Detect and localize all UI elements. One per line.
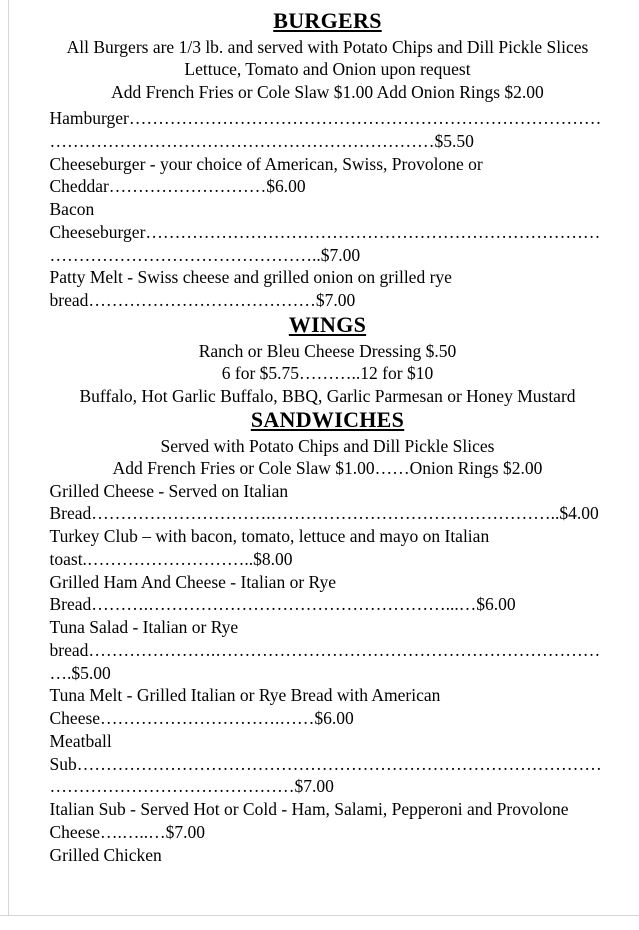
menu-item-italian-sub: Italian Sub - Served Hot or Cold - Ham, Salami, Pepperoni and Provolone Cheese….…..…$7.00	[49, 799, 569, 842]
menu-item-meatball-sub: Meatball Sub……………………………………………………………………………………………………………………$7.00	[49, 730, 602, 797]
burgers-intro-line-3: Add French Fries or Cole Slaw $1.00 Add Onion Rings $2.00	[111, 81, 544, 102]
wings-intro-line-1: Ranch or Bleu Cheese Dressing $.50	[198, 340, 457, 361]
wings-intro-line-3: Buffalo, Hot Garlic Buffalo, BBQ, Garlic Parmesan or Honey Mustard	[79, 385, 576, 406]
sandwiches-intro-line-1: Served with Potato Chips and Dill Pickle Slices	[160, 435, 495, 456]
menu-item-grilled-ham-and-cheese: Grilled Ham And Cheese - Italian or Rye Bread……….……………………………………………...…$6.00	[49, 571, 516, 615]
page-bottom-rule	[0, 915, 639, 930]
menu-item-tuna-melt: Tuna Melt - Grilled Italian or Rye Bread with American Cheese………………………….……$6.00	[49, 685, 441, 729]
menu-item-grilled-chicken: Grilled Chicken	[49, 844, 162, 865]
menu-item-bacon-cheeseburger: Bacon Cheeseburger……………………………………………………………………………………………………………..$7.00	[49, 199, 601, 265]
burgers-intro-line-2: Lettuce, Tomato and Onion upon request	[184, 59, 471, 80]
menu-item-turkey-club: Turkey Club – with bacon, tomato, lettuce and mayo on Italian toast.………………………..$8.00	[49, 526, 490, 569]
menu-item-grilled-cheese: Grilled Cheese - Served on Italian Bread………………………….…………………………………………..$4.00	[49, 480, 599, 524]
wings-intro-line-2: 6 for $5.75………..12 for $10	[221, 363, 434, 384]
section-title-wings: WINGS	[288, 311, 367, 337]
section-title-burgers: BURGERS	[273, 8, 382, 33]
menu-item-hamburger: Hamburger…………………………………………………………………………………………………………………………………$5.50	[49, 108, 602, 151]
menu-item-tuna-salad: Tuna Salad - Italian or Rye bread………………….…………………………………………………………….$5.00	[49, 617, 601, 683]
menu-item-cheeseburger: Cheeseburger - your choice of American, Swiss, Provolone or Cheddar………………………$6.00	[49, 153, 483, 197]
menu-item-patty-melt: Patty Melt - Swiss cheese and grilled onion on grilled rye bread…………………………………$7.00	[49, 267, 452, 311]
page-left-margin-rule	[0, 0, 9, 930]
sandwiches-intro-line-2: Add French Fries or Cole Slaw $1.00……Onion Rings $2.00	[112, 458, 543, 479]
menu-content	[34, 8, 606, 866]
burgers-intro-line-1: All Burgers are 1/3 lb. and served with Potato Chips and Dill Pickle Slices	[66, 36, 589, 57]
section-title-sandwiches: SANDWICHES	[250, 407, 405, 432]
